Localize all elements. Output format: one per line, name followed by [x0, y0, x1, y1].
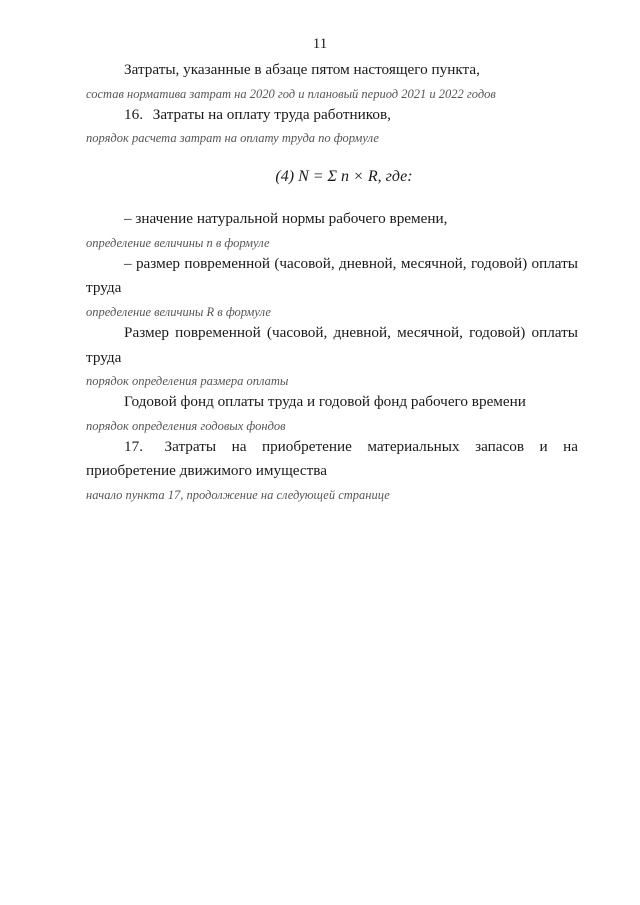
paragraph-summary: состав норматива затрат на 2020 год и плановый период 2021 и 2022 годов: [86, 86, 496, 101]
paragraph-17: [86, 435, 578, 504]
paragraph-pay-size: [86, 321, 578, 390]
paragraph-lead: Затраты на приобретение материальных запасов и на приобретение движимого имущества: [86, 437, 579, 480]
paragraph-summary: определение величины n в формуле: [86, 235, 270, 250]
paragraph-n-definition: [86, 207, 578, 252]
paragraph-r-definition: [86, 252, 578, 321]
paragraph-summary: начало пункта 17, продолжение на следующей странице: [86, 487, 390, 502]
formula-suffix: , где:: [377, 167, 413, 185]
paragraph-16: [86, 103, 578, 148]
paragraph-lead: – размер повременной (часовой, дневной, месячной, годовой) оплаты труда: [86, 254, 578, 297]
paragraph-summary: порядок определения размера оплаты: [86, 374, 289, 389]
formula-label: (4): [275, 167, 295, 185]
paragraph-number: 17.: [124, 437, 143, 455]
page-number: 11: [312, 36, 328, 52]
paragraph-lead: – значение натуральной нормы рабочего времени,: [124, 210, 448, 228]
paragraph-number: 16.: [124, 105, 143, 123]
paragraph-lead: Годовой фонд оплаты труда и годовой фонд рабочего времени: [124, 393, 526, 411]
paragraph-lead: Размер повременной (часовой, дневной, месячной, годовой) оплаты труда: [86, 323, 578, 366]
paragraph-lead: Затраты, указанные в абзаце пятом настоящего пункта,: [124, 61, 480, 78]
formula-4: [86, 147, 578, 207]
paragraph-summary: определение величины R в формуле: [86, 304, 271, 319]
paragraph-intro: [86, 58, 578, 103]
paragraph-summary: порядок расчета затрат на оплату труда по формуле: [86, 131, 379, 146]
paragraph-lead: Затраты на оплату труда работников,: [152, 105, 391, 123]
paragraph-annual-fund: [86, 390, 578, 435]
document-body: [86, 58, 578, 504]
formula-expression: N = Σ n × R: [298, 167, 378, 185]
paragraph-summary: порядок определения годовых фондов: [86, 418, 286, 433]
